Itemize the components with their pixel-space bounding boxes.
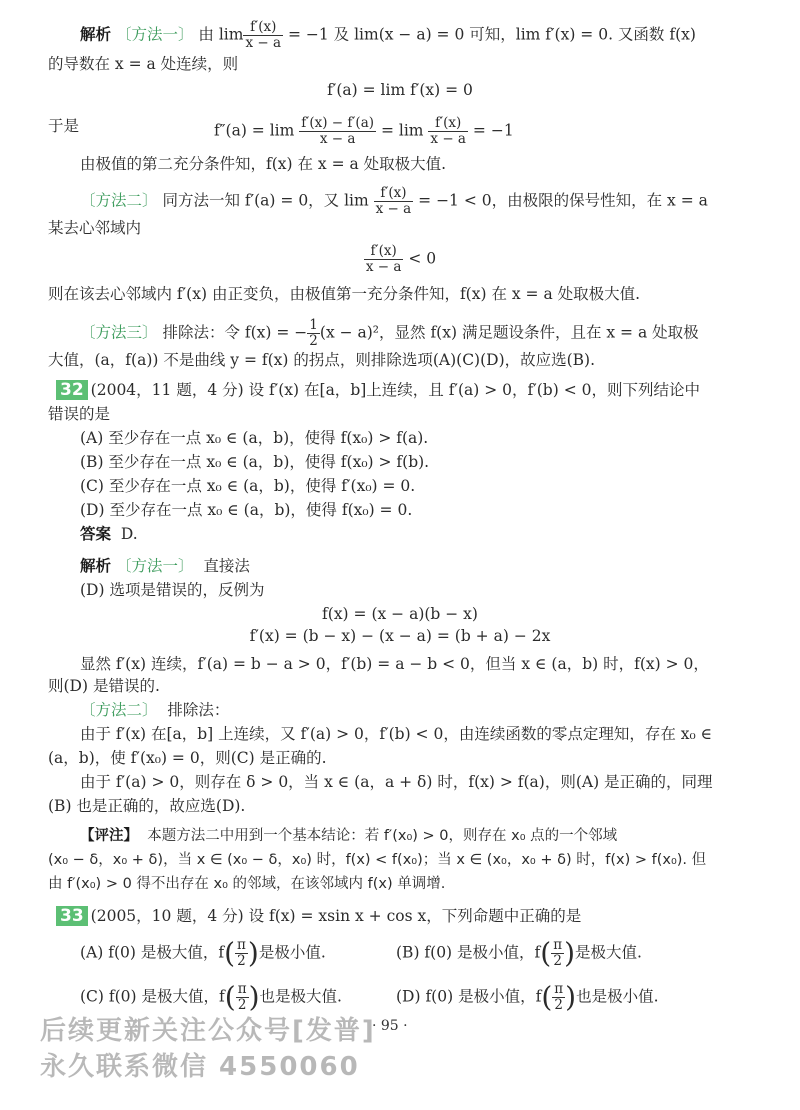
- yushi-label: 于是: [48, 117, 80, 135]
- method2-line-3: 则在该去心邻域内 f′(x) 由正变负，由极值第一充分条件知，f(x) 在 x = a 处取极大值.: [48, 285, 641, 303]
- q33-stem: 33 (2005，10 题，4 分) 设 f(x) = xsin x + cos x，下列命题中正确的是: [56, 906, 581, 926]
- method2-equation: $\frac{f'(x)}{x - a}$ < 0: [365, 243, 437, 275]
- q32-option-c: (C) 至少存在一点 x₀ ∈ (a，b)，使得 f′(x₀) = 0.: [80, 477, 416, 495]
- q33-option-b: (B) f(0) 是极小值，f( $\frac{\pi}{2}$ )是极大值.: [396, 936, 642, 970]
- method3-label: 〔方法三〕: [80, 323, 158, 342]
- note-line-1: 【评注】 本题方法二中用到一个基本结论：若 f′(x₀) > 0，则存在 x₀ 点的一个邻域: [80, 828, 618, 844]
- watermark-line-1: 后续更新关注公众号[发普]: [40, 1016, 376, 1046]
- note-line-2: (x₀ − δ，x₀ + δ)，当 x ∈ (x₀ − δ，x₀) 时，f(x) < f(x₀)；当 x ∈ (x₀，x₀ + δ) 时，f(x) > f(x₀). 但: [48, 852, 707, 868]
- method2-label: 〔方法二〕: [80, 191, 158, 210]
- jiexi-label: 解析: [80, 24, 112, 44]
- q32-number-badge: 32: [56, 380, 88, 400]
- q32-method1-title: 解析 〔方法一〕 直接法: [80, 556, 250, 575]
- q32-option-d: (D) 至少存在一点 x₀ ∈ (a，b)，使得 f(x₀) = 0.: [80, 501, 413, 519]
- watermark-line-2: 永久联系微信 4550060: [40, 1052, 360, 1082]
- q33-option-d: (D) f(0) 是极小值，f( $\frac{\pi}{2}$ )也是极小值.: [396, 980, 659, 1014]
- q32-m1-line-3: 则(D) 是错误的.: [48, 677, 160, 695]
- equation-1: f′(a) = lim f′(x) = 0: [327, 81, 473, 99]
- text: = −1 及 lim(x − a) = 0 可知，lim f′(x) = 0. 又函数 f(x): [287, 25, 696, 44]
- method1-label: 〔方法一〕: [115, 25, 194, 44]
- q32-option-a: (A) 至少存在一点 x₀ ∈ (a，b)，使得 f(x₀) > f(a).: [80, 429, 429, 447]
- page-number: · 95 ·: [372, 1018, 408, 1034]
- analysis-line-2: 的导数在 x = a 处连续，则: [48, 55, 239, 73]
- q32-m2-line-4: (B) 也是正确的，故应选(D).: [48, 797, 246, 815]
- q32-m1-line-1: (D) 选项是错误的，反例为: [80, 581, 265, 599]
- analysis-line-4: 由极值的第二充分条件知，f(x) 在 x = a 处取极大值.: [80, 155, 447, 173]
- q32-method2-title: 〔方法二〕 排除法：: [80, 701, 230, 719]
- q33-option-c: (C) f(0) 是极大值，f( $\frac{\pi}{2}$ )也是极大值.: [80, 980, 342, 1014]
- q32-equation-1: f(x) = (x − a)(b − x): [322, 605, 478, 623]
- q32-m2-line-1: 由于 f′(x) 在[a，b] 上连续，又 f′(a) > 0，f′(b) < 0，由连续函数的零点定理知，存在 x₀ ∈: [80, 725, 713, 743]
- method2-line-1: 〔方法二〕 同方法一知 f′(a) = 0，又 lim $\frac{f'(x)}{x - a}$ = −1 < 0，由极限的保号性知，在 x = a: [80, 185, 708, 217]
- q32-stem-line-1: 32 (2004，11 题，4 分) 设 f′(x) 在[a，b]上连续，且 f′(a) > 0，f′(b) < 0，则下列结论中: [56, 380, 700, 400]
- equation-2: f″(a) = lim $\frac{f'(x) - f'(a)}{x - a}$ = lim $\frac{f'(x)}{x - a}$ = −1: [214, 115, 514, 147]
- q32-stem-line-2: 错误的是: [48, 405, 111, 423]
- text: 由: [198, 25, 214, 44]
- method3-line-1: 〔方法三〕 排除法：令 f(x) = − $\frac{1}{2}$ (x − a)²，显然 f(x) 满足题设条件，且在 x = a 处取极: [80, 317, 699, 349]
- q32-answer: 答案 D.: [80, 524, 138, 543]
- q32-option-b: (B) 至少存在一点 x₀ ∈ (a，b)，使得 f(x₀) > f(b).: [80, 453, 430, 471]
- method3-line-2: 大值，(a，f(a)) 不是曲线 y = f(x) 的拐点，则排除选项(A)(C)(D)，故应选(B).: [48, 351, 596, 369]
- q33-number-badge: 33: [56, 906, 88, 926]
- analysis-line-1: 解析 〔方法一〕 由 lim $\frac{f'(x)}{x - a}$ = −1 及 lim(x − a) = 0 可知，lim f′(x) = 0. 又函数 f(x): [80, 19, 696, 51]
- method2-line-2: 某去心邻域内: [48, 219, 142, 237]
- q32-equation-2: f′(x) = (b − x) − (x − a) = (b + a) − 2x: [249, 627, 551, 645]
- note-label: 【评注】: [80, 828, 138, 844]
- q33-option-a: (A) f(0) 是极大值，f( $\frac{\pi}{2}$ )是极小值.: [80, 936, 326, 970]
- q32-m1-line-2: 显然 f′(x) 连续，f′(a) = b − a > 0，f′(b) = a − b < 0，但当 x ∈ (a，b) 时，f(x) > 0，: [80, 655, 709, 673]
- fraction: $\frac{f'(x)}{x - a}$: [245, 19, 282, 51]
- q32-m2-line-2: (a，b)，使 f′(x₀) = 0，则(C) 是正确的.: [48, 749, 327, 767]
- note-line-3: 由 f′(x₀) > 0 得不出存在 x₀ 的邻域，在该邻域内 f(x) 单调增.: [48, 876, 446, 892]
- q32-m2-line-3: 由于 f′(a) > 0，则存在 δ > 0，当 x ∈ (a，a + δ) 时，f(x) > f(a)，则(A) 是正确的，同理: [80, 773, 713, 791]
